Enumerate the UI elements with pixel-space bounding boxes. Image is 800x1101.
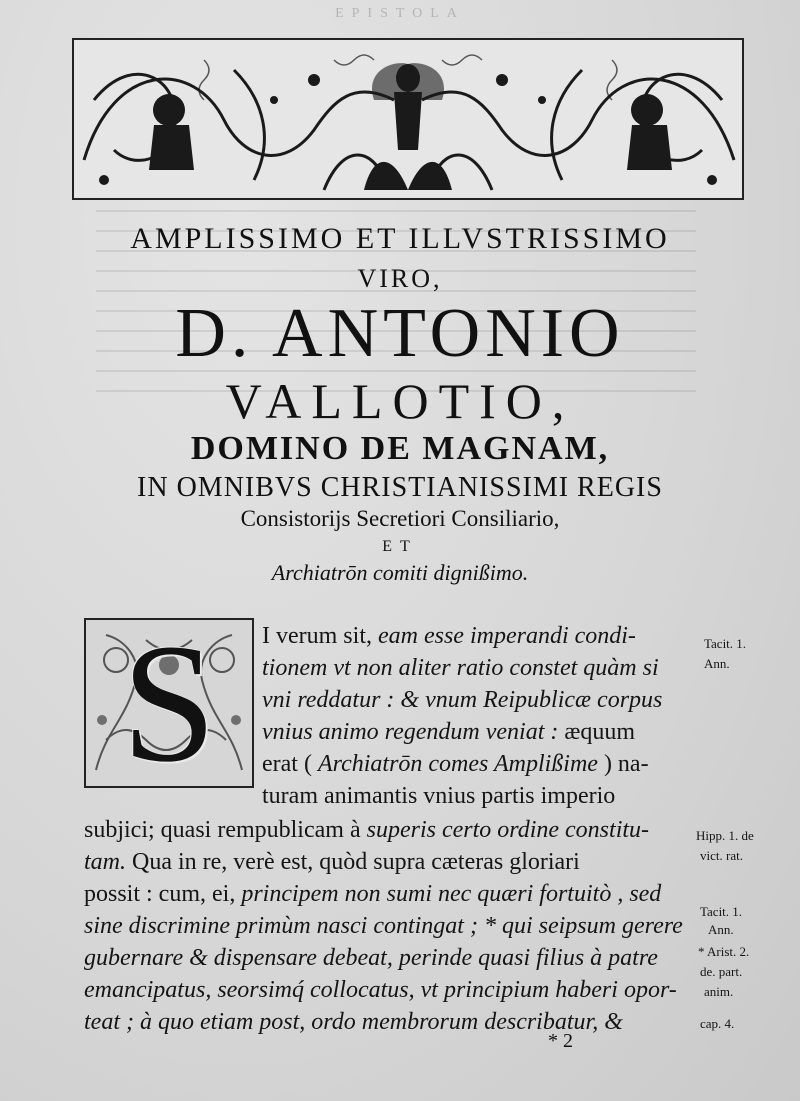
body-line-4: vnius animo regendum veniat : æquum: [262, 719, 636, 745]
bleed-through-running-head: EPISTOLA: [335, 6, 465, 21]
body-line-9: possit : cum, ei, principem non sumi nec quæri fortuitò , sed: [84, 881, 662, 907]
dedication-line-2: VIRO,: [357, 264, 443, 293]
body-line-10: sine discrimine primùm nasci contingat ; * qui seipsum gerere: [84, 913, 683, 939]
body-line-3: vni reddatur : & vnum Reipublicæ corpus: [262, 687, 663, 713]
margin-note-4d: cap. 4.: [700, 1016, 735, 1031]
woodcut-ornament-band: [72, 38, 744, 200]
initial-letter: S: [121, 609, 217, 797]
body-line-2: tionem vt non aliter ratio constet quàm si: [262, 655, 659, 681]
margin-note-1b: Ann.: [704, 656, 730, 671]
margin-note-4a: * Arist. 2.: [698, 944, 750, 959]
ornament-scrollwork-icon: [74, 40, 742, 198]
dedication-line-6: IN OMNIBVS CHRISTIANISSIMI REGIS: [137, 472, 663, 503]
dedicatee-title: DOMINO DE MAGNAM,: [190, 430, 610, 467]
body-line-11: gubernare & dispensare debeat, perinde quasi filius à patre: [84, 945, 658, 971]
dedication-line-1: AMPLISSIMO ET ILLVSTRISSIMO: [130, 222, 670, 255]
dedication-line-7: Consistorijs Secretiori Consiliario,: [240, 506, 560, 531]
body-line-6: turam animantis vnius partis imperio: [262, 783, 616, 809]
dedicatee-surname: VALLOTIO,: [225, 373, 575, 429]
body-line-8: tam. Qua in re, verè est, quòd supra cæteras gloriari: [84, 849, 580, 875]
body-line-5: erat ( Archiatrōn comes Amplißime ) na-: [262, 751, 649, 777]
margin-note-4c: anim.: [704, 984, 734, 999]
dedication-line-9: Archiatrōn comiti dignißimo.: [271, 560, 529, 585]
historiated-initial: [84, 609, 254, 797]
body-line-12: emancipatus, seorsimq́ collocatus, vt principium haberi opor-: [84, 977, 677, 1003]
body-line-13: teat ; à quo etiam post, ordo membrorum describatur, &: [84, 1009, 623, 1035]
body-line-7: subjici; quasi rempublicam à superis certo ordine constitu-: [84, 817, 650, 843]
margin-note-1a: Tacit. 1.: [704, 636, 747, 651]
body-line-1: I verum sit, eam esse imperandi condi-: [262, 623, 636, 649]
margin-note-2b: vict. rat.: [700, 848, 743, 863]
margin-note-4b: de. part.: [700, 964, 743, 979]
margin-note-3b: Ann.: [708, 922, 734, 937]
dedicatee-name: D. ANTONIO: [175, 295, 625, 372]
margin-note-3a: Tacit. 1.: [700, 904, 743, 919]
signature-mark: * 2: [548, 1030, 573, 1052]
dedication-line-8: ET: [382, 538, 418, 555]
margin-note-2a: Hipp. 1. de: [696, 828, 754, 843]
